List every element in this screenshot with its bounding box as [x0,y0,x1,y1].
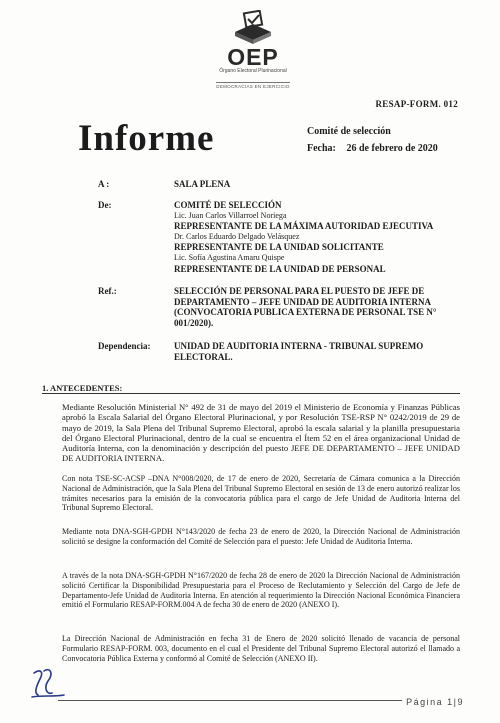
date-row [307,143,438,154]
paragraph: A través de la nota DNA-SGH-GPDH N°167/2020 de fecha 28 de enero de 2020 la Dirección Nacional de Administración solicitó Certificar la Disponibilidad Presupuestaria para el Proceso de Reclutamiento y Selección del Cargo de Jefe de Departamento-Jefe Unidad de Auditoria Interna. En atención al requerimiento la Dirección Nacional Económica Financiera emitió el Formulario RESAP-FORM.004 A de fecha 30 de enero de 2020 (ANEXO I). [62,571,460,610]
field-de-value [174,200,464,274]
field-ref-value: SELECCIÓN DE PERSONAL PARA EL PUESTO DE JEFE DE DEPARTAMENTO – JEFE UNIDAD DE AUDITORIA INTERNA (CONVOCATORIA PUBLICA EXTERNA DE PERSONAL TSE N° 001/2020). [174,286,437,328]
paragraph: Con nota TSE-SC-ACSP –DNA N°008/2020, de 17 de enero de 2020, Secretaría de Cámara comunica a la Dirección Nacional de Administración, que la Sala Plena del Tribunal Supremo Electoral en sesión de 13 de enero autorizó realizar los trámites necesarios para la emisión de la convocatoria pública para el cargo de Jefe Unidad de Auditoria Interna del Tribunal Supremo Electoral. [62,474,460,513]
logo-subtitle: Órgano Electoral Plurinacional [219,68,287,74]
field-dependencia-label: Dependencia: [98,341,151,351]
paragraph: Mediante Resolución Ministerial N° 492 de 31 de mayo del 2019 el Ministerio de Economía y Finanzas Públicas aprobó la Escala Salarial del Órgano Electoral Plurinacional, y por Resolución TSE-RSP N° 0242/2019 de 29 de mayo de 2019, la Sala Plena del Tribunal Supremo Electoral, aprobó la escala salarial y la planilla presupuestaria del Órgano Electoral Plurinacional, dentro de la cual se encuentra el Ítem 52 en el área organizacional Unidad de Auditoría Interna, con la denominación y descripción del puesto JEFE DE DEPARTAMENTO – JEFE UNIDAD DE AUDITORIA INTERNA. [62,402,460,464]
field-de-label: De: [98,200,112,210]
logo-slogan: DEMOCRACIAS EN EJERCICIO [216,84,290,89]
ballot-box-logo-icon [231,10,275,44]
committee-label: Comité de selección [307,126,391,137]
field-dependencia-value: UNIDAD DE AUDITORIA INTERNA - TRIBUNAL SUPREMO ELECTORAL. [174,341,424,362]
date-label: Fecha: [307,143,336,154]
field-a-label: A : [98,179,110,189]
paragraph: Mediante nota DNA-SGH-GPDH N°143/2020 de fecha 23 de enero de 2020, la Dirección Nacional de Administración solicitó se designe la conformación del Comité de Selección para el puesto: Jefe Unidad de Auditoria Interna. [62,527,460,546]
committee-name: COMITÉ DE SELECCIÓN [174,200,282,210]
field-a-value: SALA PLENA [174,179,231,189]
oep-logo [208,10,298,93]
handwritten-initials-signature [28,665,68,701]
member-role: REPRESENTANTE DE LA UNIDAD SOLICITANTE [174,242,384,253]
member-name: Dr. Carlos Eduardo Delgado Velásquez [174,231,300,241]
page-number: Página 1|9 [402,697,464,707]
date-value: 26 de febrero de 2020 [346,143,438,154]
member-role: REPRESENTANTE DE LA MÁXIMA AUTORIDAD EJECUTIVA [174,221,434,232]
section-divider [42,393,460,394]
document-title: Informe [78,118,215,159]
member-name: Lic. Juan Carlos Villarroel Noriega [174,210,287,220]
section-title: 1. ANTECEDENTES: [42,383,123,393]
logo-title: OEP [227,44,279,70]
paragraph: La Dirección Nacional de Administración en fecha 31 de Enero de 2020 solicitó llenado de vacancia de personal Formulario RESAP-FORM. 003, documento en el cual el Presidente del Tribunal Supremo Electoral autorizó el llamado a Convocatoria Pública Externa y conformó al Comité de Selección (ANEXO II). [62,634,460,663]
member-role: REPRESENTANTE DE LA UNIDAD DE PERSONAL [174,263,386,274]
form-code: RESAP-FORM. 012 [375,99,458,109]
field-ref-label: Ref.: [98,286,117,296]
member-name: Lic. Sofía Agustina Amaru Quispe [174,252,285,262]
